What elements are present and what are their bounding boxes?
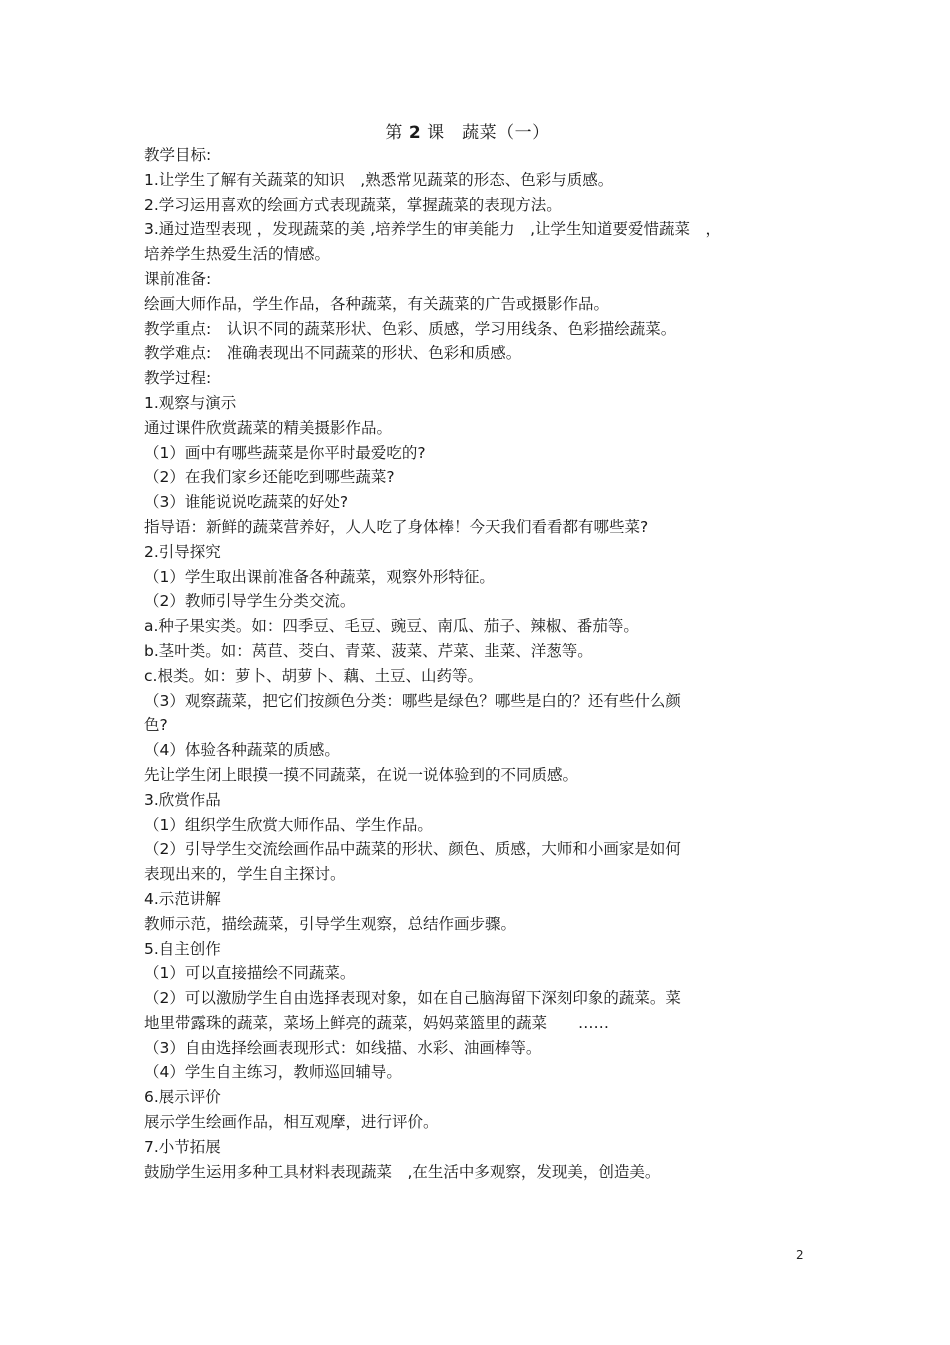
- text-line: （4）体验各种蔬菜的质感。: [144, 741, 340, 760]
- text-line: 3.通过造型表现 ，发现蔬菜的美 ,培养学生的审美能力 ,让学生知道要爱惜蔬菜 ，: [144, 220, 721, 239]
- text-line: （2）可以激励学生自由选择表现对象，如在自己脑海留下深刻印象的蔬菜。菜: [144, 989, 681, 1008]
- text-line: （3）谁能说说吃蔬菜的好处?: [144, 493, 349, 512]
- section-heading: 3.欣赏作品: [144, 790, 221, 809]
- text-line: 指导语：新鲜的蔬菜营养好，人人吃了身体棒！今天我们看看都有哪些菜?: [144, 517, 649, 536]
- text-line: b.茎叶类。如：莴苣、茭白、青菜、菠菜、芹菜、韭菜、洋葱等。: [144, 641, 593, 660]
- title-number: 2: [408, 123, 422, 143]
- text-line: 先让学生闭上眼摸一摸不同蔬菜，在说一说体验到的不同质感。: [144, 765, 579, 784]
- text-line: 教学目标:: [144, 146, 212, 164]
- text-line: 教师示范，描绘蔬菜，引导学生观察，总结作画步骤。: [144, 914, 517, 933]
- text-line: a.种子果实类。如：四季豆、毛豆、豌豆、南瓜、茄子、辣椒、番茄等。: [144, 617, 639, 636]
- text-line: （3）观察蔬菜，把它们按颜色分类：哪些是绿色？哪些是白的？还有些什么颜: [144, 691, 681, 710]
- text-line: 鼓励学生运用多种工具材料表现蔬菜 ,在生活中多观察，发现美，创造美。: [144, 1162, 661, 1181]
- text-line: （2）在我们家乡还能吃到哪些蔬菜?: [144, 468, 395, 487]
- text-line: 通过课件欣赏蔬菜的精美摄影作品。: [144, 418, 393, 437]
- lesson-body: [144, 143, 804, 1184]
- text-line: 展示学生绘画作品，相互观摩，进行评价。: [144, 1113, 439, 1132]
- text-line: c.根类。如：萝卜、胡萝卜、藕、土豆、山药等。: [144, 666, 483, 685]
- page-number: 2: [796, 1248, 804, 1262]
- lesson-title: [0, 118, 935, 143]
- text-line: 绘画大师作品，学生作品，各种蔬菜，有关蔬菜的广告或摄影作品。: [144, 294, 610, 313]
- section-heading: 课前准备:: [144, 269, 212, 288]
- text-line: （2）教师引导学生分类交流。: [144, 592, 356, 611]
- text-line: （4）学生自主练习，教师巡回辅导。: [144, 1063, 402, 1082]
- section-heading: 教学过程:: [144, 369, 212, 388]
- text-line: 2.学习运用喜欢的绘画方式表现蔬菜，掌握蔬菜的表现方法。: [144, 195, 562, 214]
- text-line: 培养学生热爱生活的情感。: [144, 245, 331, 264]
- text-line: 表现出来的，学生自主探讨。: [144, 865, 346, 884]
- text-line: （2）引导学生交流绘画作品中蔬菜的形状、颜色、质感，大师和小画家是如何: [144, 840, 681, 859]
- text-line: 教学重点: 认识不同的蔬菜形状、色彩、质感，学习用线条、色彩描绘蔬菜。: [144, 319, 677, 338]
- text-line: （1）学生取出课前准备各种蔬菜，观察外形特征。: [144, 567, 495, 586]
- title-prefix: 第: [385, 123, 409, 143]
- section-heading: 1.观察与演示: [144, 393, 237, 412]
- text-line: 色?: [144, 716, 168, 735]
- section-heading: 5.自主创作: [144, 939, 221, 958]
- section-heading: 6.展示评价: [144, 1088, 221, 1107]
- text-line: 地里带露珠的蔬菜，菜场上鲜亮的蔬菜，妈妈菜篮里的蔬菜 ……: [144, 1013, 610, 1032]
- title-suffix: 课 蔬菜（一）: [421, 123, 550, 143]
- section-heading: 7.小节拓展: [144, 1137, 221, 1156]
- text-line: 1.让学生了解有关蔬菜的知识 ,熟悉常见蔬菜的形态、色彩与质感。: [144, 170, 614, 189]
- text-line: （1）可以直接描绘不同蔬菜。: [144, 964, 356, 983]
- text-line: 教学难点: 准确表现出不同蔬菜的形状、色彩和质感。: [144, 344, 522, 363]
- text-line: （3）自由选择绘画表现形式：如线描、水彩、油画棒等。: [144, 1038, 542, 1057]
- section-heading: 4.示范讲解: [144, 889, 221, 908]
- section-heading: 2.引导探究: [144, 542, 221, 561]
- text-line: （1）画中有哪些蔬菜是你平时最爱吃的?: [144, 443, 426, 462]
- text-line: （1）组织学生欣赏大师作品、学生作品。: [144, 815, 433, 834]
